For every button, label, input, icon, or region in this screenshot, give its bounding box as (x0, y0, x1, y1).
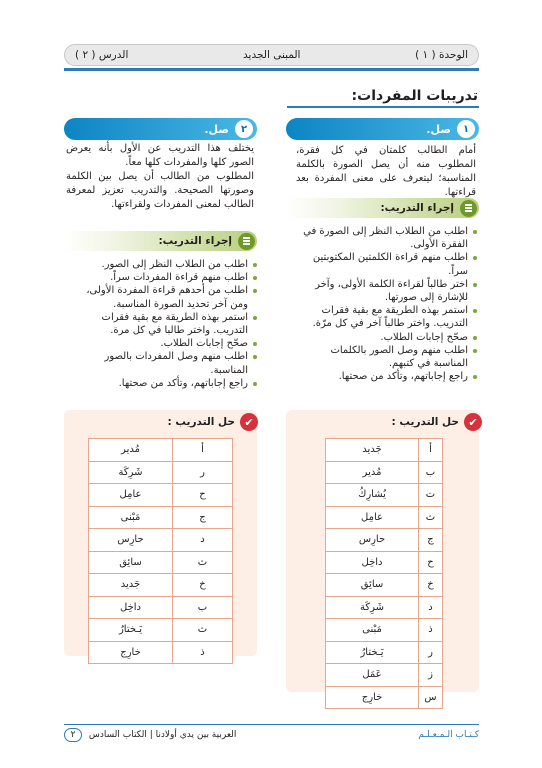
table-row (326, 529, 443, 552)
brand-label: كـتـاب الـمـعـلـم (418, 730, 479, 740)
answer-letter: د (419, 596, 443, 619)
answer-word: جَديد (89, 574, 173, 597)
procedure-label: إجراء التدريب: (380, 202, 454, 214)
header-divider (64, 68, 479, 71)
answer-letter: ح (419, 551, 443, 574)
answer-letter: ذ (173, 641, 233, 664)
section-title: تدريبات المفردات: (351, 88, 478, 104)
solution-label: حل التدريب : (391, 416, 459, 428)
answer-word: جَديد (326, 439, 419, 462)
list-icon (460, 200, 477, 217)
exercise-number-badge: ٢ (235, 120, 253, 138)
chapter-title: المبنى الجديد (243, 49, 301, 61)
answer-letter: ب (419, 461, 443, 484)
table-row (326, 506, 443, 529)
footer-book-info (64, 728, 236, 742)
answer-word: عامِل (89, 484, 173, 507)
exercise-1-solution-table (325, 438, 443, 709)
unit-label: الوحدة ( ١ ) (415, 49, 468, 61)
table-row (89, 506, 233, 529)
footer-divider (64, 724, 479, 725)
table-row (326, 619, 443, 642)
answer-letter: ج (419, 529, 443, 552)
list-icon (238, 233, 255, 250)
exercise-2-solution-header (168, 413, 258, 431)
answer-letter: د (173, 529, 233, 552)
exercise-label: صل. (426, 122, 451, 136)
answer-word: داخِل (89, 596, 173, 619)
checkmark-icon: ✔ (240, 413, 258, 431)
answer-letter: ذ (419, 619, 443, 642)
table-row (89, 641, 233, 664)
page-footer (64, 728, 479, 742)
answer-letter: ز (419, 664, 443, 687)
exercise-label: صل. (204, 122, 229, 136)
answer-letter: ث (173, 619, 233, 642)
procedure-step: راجع إجاباتهم، وتأكد من صحتها. (296, 370, 478, 383)
answer-letter: ت (419, 484, 443, 507)
procedure-step: اطلب من أحدهم قراءة المفردة الأولى، ومن آخر تحديد الصورة المناسبة. (68, 284, 258, 310)
procedure-step: صحّح إجابات الطلاب. (68, 337, 258, 350)
answer-word: حارِس (326, 529, 419, 552)
procedure-step: راجع إجاباتهم، وتأكد من صحتها. (68, 377, 258, 390)
table-row (326, 686, 443, 709)
answer-word: مَبْنى (326, 619, 419, 642)
answer-word: عامِل (326, 506, 419, 529)
procedure-step: اختر طالباً لقراءة الكلمة الأولى، وآخر للإشارة إلى صورتها. (296, 278, 478, 304)
procedure-label: إجراء التدريب: (158, 235, 232, 247)
table-row (89, 529, 233, 552)
table-row (89, 619, 233, 642)
solution-label: حل التدريب : (167, 416, 235, 428)
answer-letter: خ (419, 574, 443, 597)
exercise-1-procedure-header (286, 198, 479, 218)
exercise-1-steps (296, 225, 478, 383)
table-row (89, 484, 233, 507)
procedure-step: اطلب منهم قراءة المفردات سراً. (68, 271, 258, 284)
answer-word: خارِج (89, 641, 173, 664)
procedure-step: صحّح إجابات الطلاب. (296, 331, 478, 344)
answer-word: حارِس (89, 529, 173, 552)
answer-word: يَـختارُ (89, 619, 173, 642)
answer-letter: ث (173, 551, 233, 574)
procedure-step: اطلب من الطلاب النظر إلى الصورة في الفقرة الأولى. (296, 225, 478, 251)
table-row (326, 439, 443, 462)
exercise-2-intro: يختلف هذا التدريب عن الأول بأنه يعرض الصور كلها والمفردات كلها معاً. المطلوب من الطالب أن يصل بين الكلمة وصورتها الصحيحة. والتدريب تعزيز لمعرفة الطالب لمعنى المفردات ولقراءتها. (66, 143, 254, 210)
answer-word: سائِق (89, 551, 173, 574)
table-row (326, 574, 443, 597)
answer-letter: ر (173, 461, 233, 484)
answer-word: مُدير (326, 461, 419, 484)
checkmark-icon: ✔ (464, 413, 482, 431)
answer-word: سائِق (326, 574, 419, 597)
exercise-2-solution-table (88, 438, 233, 664)
answer-word: عَمَل (326, 664, 419, 687)
exercise-number-badge: ١ (457, 120, 475, 138)
page-number: ٢ (64, 728, 82, 742)
answer-word: شَرِكَة (89, 461, 173, 484)
exercise-2-header (64, 118, 257, 140)
table-row (89, 551, 233, 574)
answer-letter: خ (173, 574, 233, 597)
answer-letter: س (419, 686, 443, 709)
book-title: العربية بين يدي أولادنا | الكتاب السادس (88, 730, 237, 740)
table-row (89, 439, 233, 462)
exercise-2-steps (68, 258, 258, 390)
answer-word: يَـختارُ (326, 641, 419, 664)
answer-letter: أ (419, 439, 443, 462)
table-row (89, 461, 233, 484)
table-row (326, 641, 443, 664)
table-row (326, 664, 443, 687)
answer-word: خارِج (326, 686, 419, 709)
answer-letter: ث (419, 506, 443, 529)
procedure-step: اطلب من الطلاب النظر إلى الصور. (68, 258, 258, 271)
answer-word: داخِل (326, 551, 419, 574)
procedure-step: اطلب منهم وصل المفردات بالصور المناسبة. (68, 350, 258, 376)
answer-word: مَبْنى (89, 506, 173, 529)
procedure-step: اطلب منهم وصل الصور بالكلمات المناسبة في كتبهم. (296, 344, 478, 370)
section-title-underline (287, 106, 479, 108)
procedure-step: اطلب منهم قراءة الكلمتين المكتوبتين سراً. (296, 251, 478, 277)
table-row (326, 551, 443, 574)
answer-letter: ب (173, 596, 233, 619)
table-row (89, 574, 233, 597)
procedure-step: استمر بهذه الطريقة مع بقية فقرات التدريب. واختر طالباً آخر في كل مرّة. (296, 304, 478, 330)
exercise-1-intro: أمام الطالب كلمتان في كل فقرة، المطلوب منه أن يصل الصورة بالكلمة المناسبة؛ ليتعرف على معنى المفردة بعد قراءتها. (296, 145, 476, 198)
page-header (64, 44, 479, 66)
answer-letter: ر (419, 641, 443, 664)
table-row (326, 484, 443, 507)
answer-letter: أ (173, 439, 233, 462)
lesson-label: الدرس ( ٢ ) (75, 49, 129, 61)
table-row (89, 596, 233, 619)
table-row (326, 596, 443, 619)
exercise-2-procedure-header (64, 231, 257, 251)
procedure-step: استمر بهذه الطريقة مع بقية فقرات التدريب. واختر طالبا في كل مرة. (68, 311, 258, 337)
answer-word: مُدير (89, 439, 173, 462)
exercise-1-header (286, 118, 479, 140)
answer-word: شَرِكَة (326, 596, 419, 619)
table-row (326, 461, 443, 484)
answer-letter: ج (173, 506, 233, 529)
exercise-1-solution-header (392, 413, 482, 431)
answer-word: يُشارِكُ (326, 484, 419, 507)
answer-letter: ح (173, 484, 233, 507)
